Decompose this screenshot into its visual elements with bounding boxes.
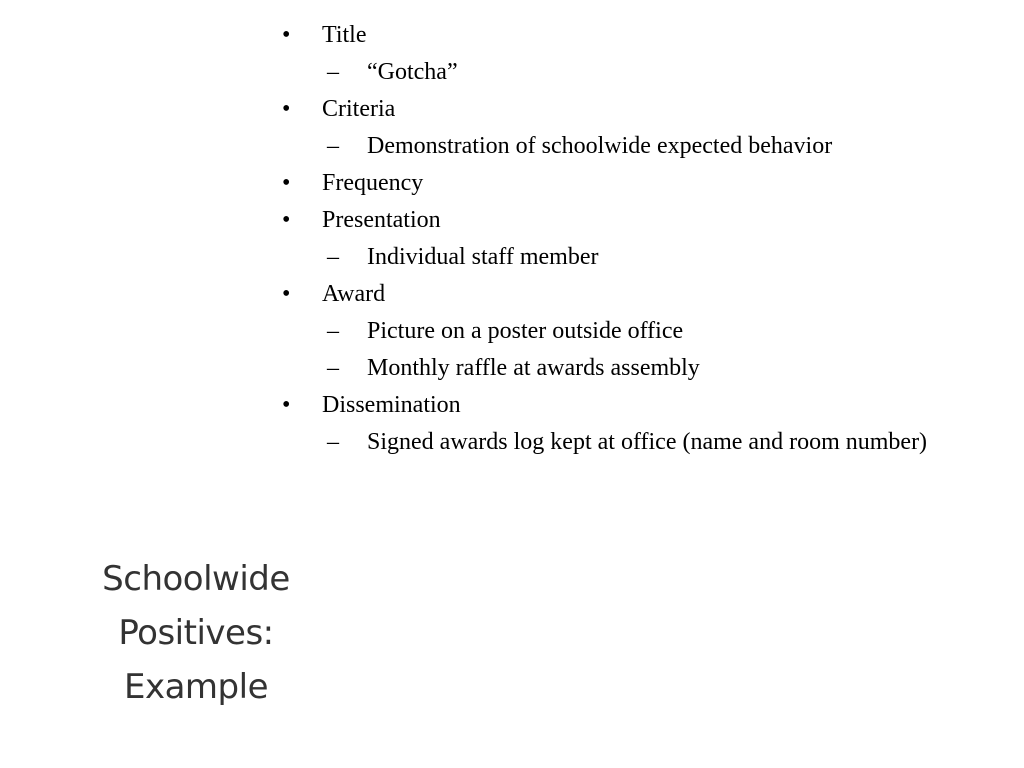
sub-item-text: Picture on a poster outside office [367, 318, 684, 344]
sub-item-text: Demonstration of schoolwide expected behavior [367, 133, 833, 159]
bullet-item-frequency [282, 168, 982, 205]
bullet-marker: • [282, 281, 291, 307]
bullet-content [282, 20, 982, 464]
sub-list [282, 242, 982, 279]
sub-item [282, 427, 982, 464]
bullet-label: Title [322, 22, 367, 48]
slide-title [60, 552, 332, 714]
title-line: Example [123, 667, 268, 707]
sub-list [282, 57, 982, 94]
dash-marker: – [327, 429, 339, 455]
title-line: Positives: [118, 613, 274, 653]
dash-marker: – [327, 355, 339, 381]
dash-marker: – [327, 59, 339, 85]
bullet-label: Award [322, 281, 386, 307]
sub-list [282, 427, 982, 464]
bullet-item-award [282, 279, 982, 390]
sub-item-text: Individual staff member [367, 244, 599, 270]
sub-item [282, 57, 982, 94]
bullet-item-presentation [282, 205, 982, 279]
sub-list [282, 131, 982, 168]
sub-item [282, 131, 982, 168]
sub-item [282, 242, 982, 279]
bullet-item-dissemination [282, 390, 982, 464]
bullet-marker: • [282, 96, 291, 122]
sub-item-text: “Gotcha” [367, 59, 458, 85]
sub-item-text: Monthly raffle at awards assembly [367, 355, 700, 381]
sub-item-text: Signed awards log kept at office (name and room number) [367, 429, 928, 455]
bullet-label: Dissemination [322, 392, 461, 418]
bullet-label: Criteria [322, 96, 396, 122]
dash-marker: – [327, 133, 339, 159]
sub-item [282, 353, 982, 390]
title-line: Schoolwide [102, 559, 290, 599]
bullet-marker: • [282, 170, 291, 196]
sub-list [282, 316, 982, 390]
bullet-label: Frequency [322, 170, 424, 196]
dash-marker: – [327, 318, 339, 344]
sub-item [282, 316, 982, 353]
bullet-item-title [282, 20, 982, 94]
dash-marker: – [327, 244, 339, 270]
bullet-marker: • [282, 392, 291, 418]
bullet-item-criteria [282, 94, 982, 168]
bullet-marker: • [282, 22, 291, 48]
bullet-list [282, 20, 982, 464]
bullet-marker: • [282, 207, 291, 233]
bullet-label: Presentation [322, 207, 441, 233]
